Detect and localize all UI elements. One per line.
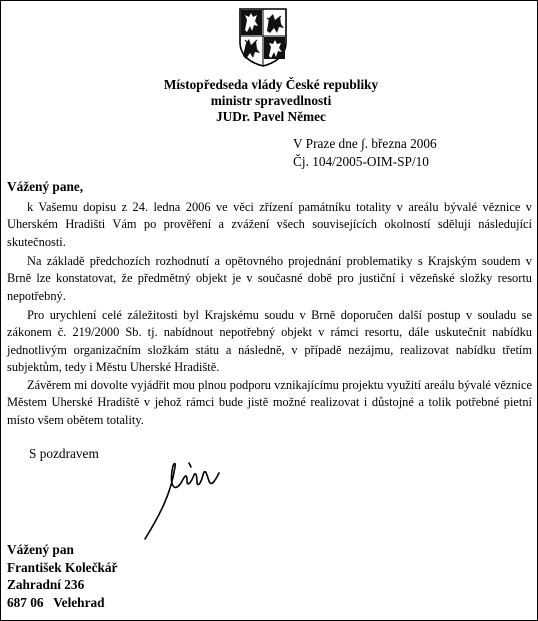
salutation: Vážený pane, — [7, 179, 84, 194]
sender-office: ministr spravedlnosti — [210, 93, 332, 108]
recipient-salutation: Vážený pan — [7, 542, 74, 557]
recipient-name: František Kolečkář — [7, 559, 118, 575]
paragraph-2: Na základě předchozích rozhodnutí a opětovného projednání problematiky s Krajským soudem v Brně lze konstatovat, že předmětný objekt je v současné době pro justiční i vězeňské složky resortu nepotřebný. — [7, 254, 532, 303]
recipient-city: 687 06 Velehrad — [7, 594, 105, 610]
sender-title: Místopředseda vlády České republiky — [163, 77, 379, 92]
letterhead — [151, 77, 391, 125]
reference-number: Čj. 104/2005-OIM-SP/10 — [293, 154, 429, 169]
handwritten-signature — [141, 453, 251, 541]
paragraph-4: Závěrem mi dovolte vyjádřit mou plnou podporu vznikajícímu projektu využití areálu bývalé věznice Městem Uherské Hradiště v jehož rámci bude jistě možné realizovat i důstojné a tolik potřebné pietní místo všem obětem totality. — [7, 378, 532, 427]
recipient-street: Zahradní 236 — [7, 577, 85, 592]
closing-phrase: S pozdravem — [29, 446, 99, 461]
place-date: V Praze dne ∫. března 2006 — [293, 136, 437, 151]
date-block — [293, 135, 437, 171]
paragraph-3: Pro urychlení celé záležitosti byl Krajskému soudu v Brně doporučen další postup v souladu se zákonem č. 219/2000 Sb. tj. nabídnout nepotřebný objekt v rámci resortu, dále uskutečnit nabídku jednotlivým organizačním složkám státu a následně, v případě nezájmu, realizovat nabídku třetím subjektům, tedy i Městu Uherské Hradiště. — [7, 308, 532, 374]
paragraph-1: k Vašemu dopisu z 24. ledna 2006 ve věci zřízení památníku totality v areálu bývalé věznice v Uherském Hradišti Vám po prověření a zvážení všech souvisejících okolností sděluji následující skutečnosti. — [7, 200, 532, 249]
coat-of-arms-emblem — [237, 6, 289, 68]
recipient-address — [7, 541, 117, 611]
sender-name: JUDr. Pavel Němec — [216, 109, 326, 124]
